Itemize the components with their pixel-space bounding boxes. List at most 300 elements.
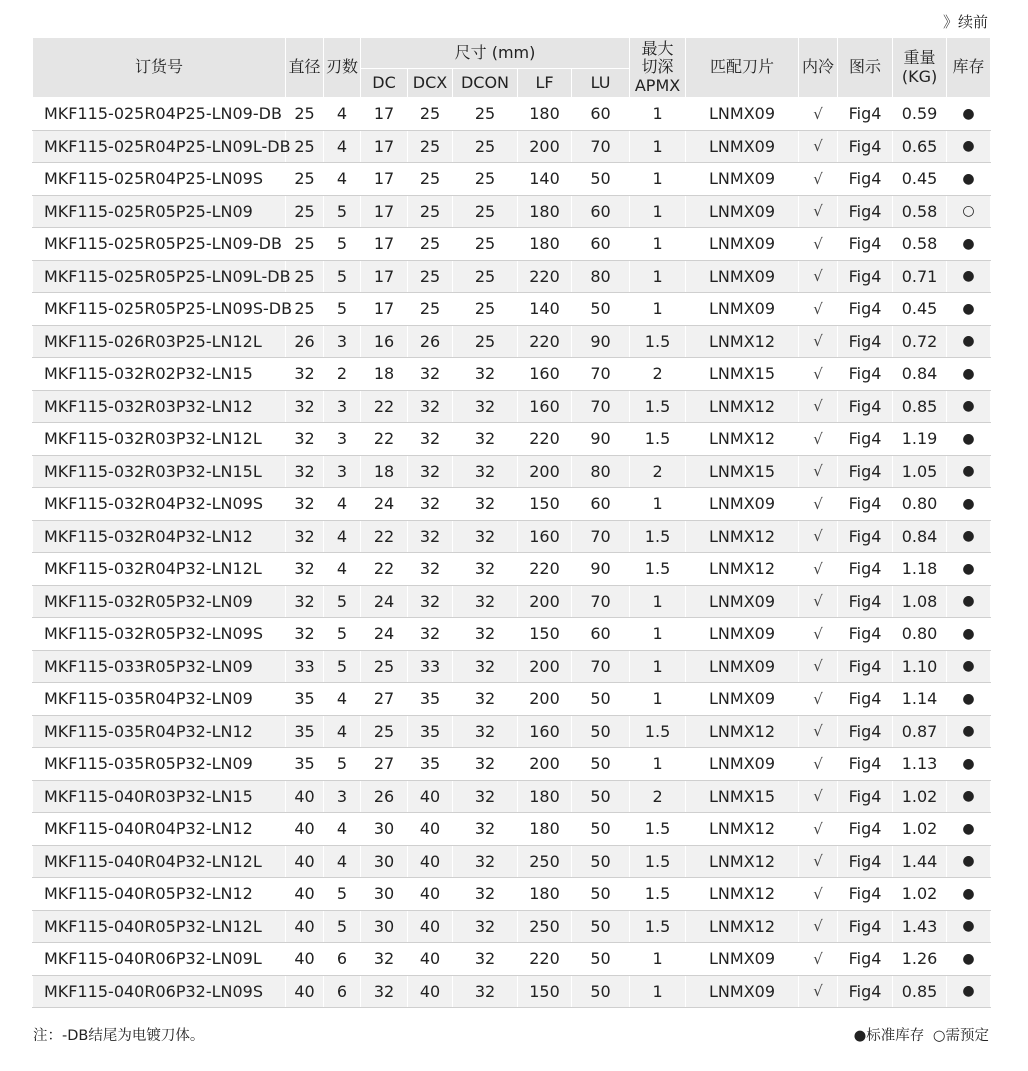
cell-apmx: 1.5 xyxy=(630,813,686,846)
cell-dc: 22 xyxy=(361,553,408,586)
cell-flutes: 4 xyxy=(324,98,361,131)
footnote: 注：-DB结尾为电镀刀体。 xyxy=(33,1028,205,1044)
cell-figure: Fig4 xyxy=(838,813,893,846)
cell-figure: Fig4 xyxy=(838,455,893,488)
cell-apmx: 1.5 xyxy=(630,520,686,553)
table-row xyxy=(33,520,991,553)
cell-weight: 0.45 xyxy=(893,293,947,326)
cell-dcx: 32 xyxy=(408,520,453,553)
cell-dcon: 32 xyxy=(453,813,518,846)
cell-lf: 180 xyxy=(518,228,572,261)
table-row xyxy=(33,618,991,651)
cell-lf: 250 xyxy=(518,845,572,878)
cell-coolant: √ xyxy=(799,683,838,716)
cell-dc: 17 xyxy=(361,260,408,293)
cell-apmx: 1 xyxy=(630,163,686,196)
cell-lf: 180 xyxy=(518,878,572,911)
cell-dc: 24 xyxy=(361,618,408,651)
table-body xyxy=(33,98,991,1008)
header-apmx-line2: 切深 xyxy=(641,57,674,77)
header-insert: 匹配刀片 xyxy=(686,38,799,98)
cell-lu: 90 xyxy=(572,553,630,586)
table-row xyxy=(33,325,991,358)
cell-lu: 80 xyxy=(572,260,630,293)
cell-dcon: 32 xyxy=(453,975,518,1008)
cell-lf: 200 xyxy=(518,130,572,163)
cell-dc: 30 xyxy=(361,910,408,943)
cell-stock: ● xyxy=(947,520,991,553)
cell-lf: 180 xyxy=(518,813,572,846)
table-row xyxy=(33,650,991,683)
cell-dc: 17 xyxy=(361,195,408,228)
cell-order-code: MKF115-025R05P25-LN09 xyxy=(33,195,286,228)
cell-lf: 180 xyxy=(518,195,572,228)
cell-lf: 150 xyxy=(518,975,572,1008)
cell-figure: Fig4 xyxy=(838,878,893,911)
cell-diameter: 35 xyxy=(286,683,324,716)
cell-lu: 70 xyxy=(572,390,630,423)
cell-lf: 160 xyxy=(518,715,572,748)
cell-order-code: MKF115-025R04P25-LN09-DB xyxy=(33,98,286,131)
cell-order-code: MKF115-040R06P32-LN09S xyxy=(33,975,286,1008)
cell-order-code: MKF115-040R04P32-LN12 xyxy=(33,813,286,846)
cell-lf: 160 xyxy=(518,358,572,391)
cell-flutes: 6 xyxy=(324,943,361,976)
cell-dc: 32 xyxy=(361,975,408,1008)
cell-flutes: 5 xyxy=(324,260,361,293)
cell-weight: 0.59 xyxy=(893,98,947,131)
header-dcon: DCON xyxy=(453,69,518,98)
cell-flutes: 4 xyxy=(324,520,361,553)
cell-dcon: 32 xyxy=(453,715,518,748)
cell-stock: ● xyxy=(947,358,991,391)
table-row xyxy=(33,488,991,521)
cell-order-code: MKF115-040R04P32-LN12L xyxy=(33,845,286,878)
cell-figure: Fig4 xyxy=(838,618,893,651)
cell-flutes: 3 xyxy=(324,780,361,813)
cell-dcon: 32 xyxy=(453,878,518,911)
cell-flutes: 4 xyxy=(324,845,361,878)
cell-apmx: 2 xyxy=(630,455,686,488)
cell-dcx: 25 xyxy=(408,260,453,293)
cell-stock: ● xyxy=(947,260,991,293)
cell-diameter: 32 xyxy=(286,423,324,456)
cell-order-code: MKF115-025R04P25-LN09S xyxy=(33,163,286,196)
header-dcx: DCX xyxy=(408,69,453,98)
cell-coolant: √ xyxy=(799,390,838,423)
cell-insert: LNMX12 xyxy=(686,910,799,943)
cell-coolant: √ xyxy=(799,163,838,196)
cell-dc: 17 xyxy=(361,163,408,196)
table-row xyxy=(33,130,991,163)
table-row xyxy=(33,975,991,1008)
cell-dcon: 25 xyxy=(453,195,518,228)
cell-insert: LNMX09 xyxy=(686,130,799,163)
cell-figure: Fig4 xyxy=(838,975,893,1008)
cell-order-code: MKF115-025R05P25-LN09S-DB xyxy=(33,293,286,326)
cell-dc: 26 xyxy=(361,780,408,813)
cell-apmx: 1 xyxy=(630,975,686,1008)
cell-diameter: 40 xyxy=(286,878,324,911)
cell-apmx: 1 xyxy=(630,260,686,293)
cell-flutes: 3 xyxy=(324,423,361,456)
table-row xyxy=(33,390,991,423)
cell-lu: 60 xyxy=(572,618,630,651)
cell-dcon: 32 xyxy=(453,455,518,488)
cell-lu: 60 xyxy=(572,228,630,261)
cell-dcon: 32 xyxy=(453,423,518,456)
cell-order-code: MKF115-032R05P32-LN09 xyxy=(33,585,286,618)
cell-dcon: 32 xyxy=(453,585,518,618)
cell-apmx: 1 xyxy=(630,683,686,716)
cell-apmx: 2 xyxy=(630,358,686,391)
cell-coolant: √ xyxy=(799,455,838,488)
cell-diameter: 40 xyxy=(286,813,324,846)
cell-weight: 1.19 xyxy=(893,423,947,456)
cell-dcx: 35 xyxy=(408,715,453,748)
table-row xyxy=(33,455,991,488)
cell-stock: ● xyxy=(947,878,991,911)
cell-stock: ● xyxy=(947,293,991,326)
cell-lu: 50 xyxy=(572,780,630,813)
cell-figure: Fig4 xyxy=(838,358,893,391)
cell-diameter: 35 xyxy=(286,715,324,748)
cell-stock: ● xyxy=(947,455,991,488)
cell-diameter: 40 xyxy=(286,780,324,813)
cell-weight: 0.85 xyxy=(893,975,947,1008)
cell-order-code: MKF115-033R05P32-LN09 xyxy=(33,650,286,683)
cell-dcx: 40 xyxy=(408,910,453,943)
cell-figure: Fig4 xyxy=(838,650,893,683)
cell-lf: 180 xyxy=(518,780,572,813)
table-row xyxy=(33,715,991,748)
cell-weight: 0.58 xyxy=(893,228,947,261)
cell-lu: 50 xyxy=(572,683,630,716)
cell-dcon: 25 xyxy=(453,130,518,163)
table-row xyxy=(33,163,991,196)
cell-order-code: MKF115-025R05P25-LN09-DB xyxy=(33,228,286,261)
cell-flutes: 5 xyxy=(324,618,361,651)
header-lu: LU xyxy=(572,69,630,98)
table-row xyxy=(33,683,991,716)
cell-apmx: 1.5 xyxy=(630,910,686,943)
cell-order-code: MKF115-040R03P32-LN15 xyxy=(33,780,286,813)
cell-coolant: √ xyxy=(799,715,838,748)
cell-stock: ● xyxy=(947,650,991,683)
cell-figure: Fig4 xyxy=(838,390,893,423)
cell-weight: 0.85 xyxy=(893,390,947,423)
cell-coolant: √ xyxy=(799,943,838,976)
cell-diameter: 25 xyxy=(286,98,324,131)
cell-dcx: 33 xyxy=(408,650,453,683)
cell-dcx: 32 xyxy=(408,585,453,618)
cell-insert: LNMX12 xyxy=(686,423,799,456)
cell-dc: 22 xyxy=(361,390,408,423)
cell-insert: LNMX15 xyxy=(686,780,799,813)
cell-diameter: 40 xyxy=(286,910,324,943)
header-lf: LF xyxy=(518,69,572,98)
cell-figure: Fig4 xyxy=(838,130,893,163)
cell-dcx: 32 xyxy=(408,390,453,423)
cell-dcon: 25 xyxy=(453,325,518,358)
cell-apmx: 1.5 xyxy=(630,878,686,911)
cell-insert: LNMX12 xyxy=(686,715,799,748)
cell-dc: 30 xyxy=(361,878,408,911)
header-weight-line2: (KG) xyxy=(901,66,938,86)
cell-lf: 140 xyxy=(518,163,572,196)
cell-dc: 30 xyxy=(361,813,408,846)
cell-insert: LNMX09 xyxy=(686,618,799,651)
cell-weight: 1.02 xyxy=(893,813,947,846)
cell-diameter: 32 xyxy=(286,520,324,553)
cell-flutes: 5 xyxy=(324,878,361,911)
cell-weight: 1.43 xyxy=(893,910,947,943)
cell-stock: ● xyxy=(947,813,991,846)
cell-weight: 0.45 xyxy=(893,163,947,196)
cell-stock: ● xyxy=(947,780,991,813)
cell-order-code: MKF115-032R04P32-LN12 xyxy=(33,520,286,553)
cell-stock: ● xyxy=(947,910,991,943)
cell-stock: ● xyxy=(947,845,991,878)
cell-dcon: 32 xyxy=(453,943,518,976)
cell-dcx: 25 xyxy=(408,195,453,228)
cell-dc: 24 xyxy=(361,585,408,618)
cell-weight: 1.13 xyxy=(893,748,947,781)
table-row xyxy=(33,780,991,813)
cell-insert: LNMX09 xyxy=(686,683,799,716)
cell-dc: 17 xyxy=(361,130,408,163)
table-row xyxy=(33,553,991,586)
cell-apmx: 1 xyxy=(630,293,686,326)
cell-coolant: √ xyxy=(799,975,838,1008)
cell-dcon: 32 xyxy=(453,683,518,716)
cell-lf: 200 xyxy=(518,455,572,488)
cell-dc: 18 xyxy=(361,358,408,391)
cell-insert: LNMX09 xyxy=(686,260,799,293)
cell-diameter: 32 xyxy=(286,553,324,586)
cell-lu: 70 xyxy=(572,650,630,683)
cell-dcx: 32 xyxy=(408,618,453,651)
cell-flutes: 5 xyxy=(324,910,361,943)
cell-coolant: √ xyxy=(799,98,838,131)
cell-stock: ● xyxy=(947,618,991,651)
table-row xyxy=(33,195,991,228)
cell-order-code: MKF115-032R04P32-LN09S xyxy=(33,488,286,521)
cell-stock: ● xyxy=(947,98,991,131)
cell-diameter: 25 xyxy=(286,260,324,293)
header-weight xyxy=(893,38,947,98)
cell-lu: 50 xyxy=(572,943,630,976)
cell-lf: 150 xyxy=(518,488,572,521)
cell-apmx: 2 xyxy=(630,780,686,813)
cell-lu: 70 xyxy=(572,520,630,553)
cell-dcx: 32 xyxy=(408,455,453,488)
cell-dcon: 25 xyxy=(453,260,518,293)
cell-lu: 70 xyxy=(572,130,630,163)
cell-flutes: 2 xyxy=(324,358,361,391)
cell-lf: 220 xyxy=(518,553,572,586)
cell-flutes: 3 xyxy=(324,455,361,488)
cell-apmx: 1 xyxy=(630,98,686,131)
table-row xyxy=(33,293,991,326)
cell-order-code: MKF115-032R02P32-LN15 xyxy=(33,358,286,391)
table-row xyxy=(33,423,991,456)
cell-figure: Fig4 xyxy=(838,943,893,976)
cell-dc: 30 xyxy=(361,845,408,878)
cell-lu: 70 xyxy=(572,585,630,618)
header-apmx-line1: 最大 xyxy=(641,38,674,58)
cell-diameter: 25 xyxy=(286,228,324,261)
cell-weight: 1.02 xyxy=(893,780,947,813)
cell-diameter: 25 xyxy=(286,163,324,196)
header-apmx-line3: APMX xyxy=(634,75,681,95)
cell-lf: 200 xyxy=(518,585,572,618)
cell-lu: 70 xyxy=(572,358,630,391)
cell-apmx: 1 xyxy=(630,650,686,683)
cell-dc: 17 xyxy=(361,98,408,131)
cell-dcx: 25 xyxy=(408,163,453,196)
cell-figure: Fig4 xyxy=(838,293,893,326)
cell-dcx: 25 xyxy=(408,228,453,261)
cell-diameter: 40 xyxy=(286,845,324,878)
cell-coolant: √ xyxy=(799,553,838,586)
cell-order-code: MKF115-040R05P32-LN12 xyxy=(33,878,286,911)
cell-diameter: 40 xyxy=(286,975,324,1008)
cell-dcon: 32 xyxy=(453,488,518,521)
cell-lu: 90 xyxy=(572,423,630,456)
cell-flutes: 4 xyxy=(324,163,361,196)
header-diameter: 直径 xyxy=(286,38,324,98)
cell-weight: 1.26 xyxy=(893,943,947,976)
cell-flutes: 4 xyxy=(324,683,361,716)
cell-apmx: 1 xyxy=(630,130,686,163)
cell-flutes: 4 xyxy=(324,130,361,163)
cell-apmx: 1.5 xyxy=(630,553,686,586)
cell-coolant: √ xyxy=(799,423,838,456)
cell-weight: 0.84 xyxy=(893,358,947,391)
cell-flutes: 6 xyxy=(324,975,361,1008)
cell-dcon: 32 xyxy=(453,390,518,423)
cell-weight: 0.72 xyxy=(893,325,947,358)
cell-dcx: 25 xyxy=(408,130,453,163)
cell-dc: 16 xyxy=(361,325,408,358)
cell-stock: ● xyxy=(947,715,991,748)
cell-coolant: √ xyxy=(799,650,838,683)
cell-diameter: 26 xyxy=(286,325,324,358)
table-row xyxy=(33,813,991,846)
table-row xyxy=(33,260,991,293)
cell-coolant: √ xyxy=(799,910,838,943)
cell-coolant: √ xyxy=(799,130,838,163)
cell-dcon: 25 xyxy=(453,293,518,326)
cell-figure: Fig4 xyxy=(838,488,893,521)
cell-stock: ● xyxy=(947,390,991,423)
cell-dc: 27 xyxy=(361,683,408,716)
cell-order-code: MKF115-035R05P32-LN09 xyxy=(33,748,286,781)
cell-lu: 50 xyxy=(572,715,630,748)
cell-apmx: 1 xyxy=(630,618,686,651)
header-dimensions-group: 尺寸 (mm) xyxy=(361,38,630,69)
cell-flutes: 5 xyxy=(324,585,361,618)
cell-dcon: 32 xyxy=(453,650,518,683)
cell-apmx: 1.5 xyxy=(630,845,686,878)
cell-coolant: √ xyxy=(799,585,838,618)
cell-insert: LNMX12 xyxy=(686,878,799,911)
cell-order-code: MKF115-026R03P25-LN12L xyxy=(33,325,286,358)
cell-dcx: 40 xyxy=(408,878,453,911)
cell-dc: 32 xyxy=(361,943,408,976)
cell-lu: 90 xyxy=(572,325,630,358)
cell-lu: 50 xyxy=(572,813,630,846)
cell-dc: 18 xyxy=(361,455,408,488)
cell-dcx: 40 xyxy=(408,975,453,1008)
cell-dcx: 32 xyxy=(408,358,453,391)
cell-insert: LNMX09 xyxy=(686,98,799,131)
cell-order-code: MKF115-032R05P32-LN09S xyxy=(33,618,286,651)
cell-stock: ○ xyxy=(947,195,991,228)
cell-lf: 220 xyxy=(518,943,572,976)
cell-lf: 250 xyxy=(518,910,572,943)
cell-coolant: √ xyxy=(799,325,838,358)
cell-figure: Fig4 xyxy=(838,553,893,586)
cell-coolant: √ xyxy=(799,358,838,391)
cell-insert: LNMX12 xyxy=(686,325,799,358)
cell-coolant: √ xyxy=(799,520,838,553)
cell-stock: ● xyxy=(947,975,991,1008)
cell-dcon: 25 xyxy=(453,98,518,131)
cell-lu: 50 xyxy=(572,878,630,911)
cell-stock: ● xyxy=(947,488,991,521)
cell-insert: LNMX09 xyxy=(686,488,799,521)
cell-order-code: MKF115-032R03P32-LN12 xyxy=(33,390,286,423)
cell-stock: ● xyxy=(947,163,991,196)
cell-apmx: 1.5 xyxy=(630,325,686,358)
cell-dcx: 35 xyxy=(408,683,453,716)
cell-coolant: √ xyxy=(799,618,838,651)
cell-weight: 1.02 xyxy=(893,878,947,911)
cell-diameter: 32 xyxy=(286,390,324,423)
legend-order-required: ○需预定 xyxy=(932,1028,989,1044)
header-coolant: 内冷 xyxy=(799,38,838,98)
cell-weight: 0.71 xyxy=(893,260,947,293)
cell-lf: 180 xyxy=(518,98,572,131)
cell-insert: LNMX12 xyxy=(686,845,799,878)
cell-lu: 60 xyxy=(572,98,630,131)
cell-dc: 17 xyxy=(361,228,408,261)
cell-weight: 0.87 xyxy=(893,715,947,748)
cell-apmx: 1.5 xyxy=(630,390,686,423)
cell-insert: LNMX15 xyxy=(686,455,799,488)
cell-diameter: 25 xyxy=(286,130,324,163)
cell-weight: 0.58 xyxy=(893,195,947,228)
cell-dcon: 32 xyxy=(453,618,518,651)
table-row xyxy=(33,748,991,781)
cell-stock: ● xyxy=(947,683,991,716)
cell-diameter: 32 xyxy=(286,455,324,488)
cell-insert: LNMX15 xyxy=(686,358,799,391)
cell-lu: 50 xyxy=(572,748,630,781)
cell-order-code: MKF115-032R03P32-LN15L xyxy=(33,455,286,488)
cell-weight: 1.08 xyxy=(893,585,947,618)
cell-diameter: 25 xyxy=(286,195,324,228)
cell-order-code: MKF115-035R04P32-LN09 xyxy=(33,683,286,716)
cell-figure: Fig4 xyxy=(838,910,893,943)
cell-apmx: 1 xyxy=(630,748,686,781)
cell-diameter: 32 xyxy=(286,358,324,391)
header-figure: 图示 xyxy=(838,38,893,98)
cell-insert: LNMX09 xyxy=(686,943,799,976)
header-dc: DC xyxy=(361,69,408,98)
